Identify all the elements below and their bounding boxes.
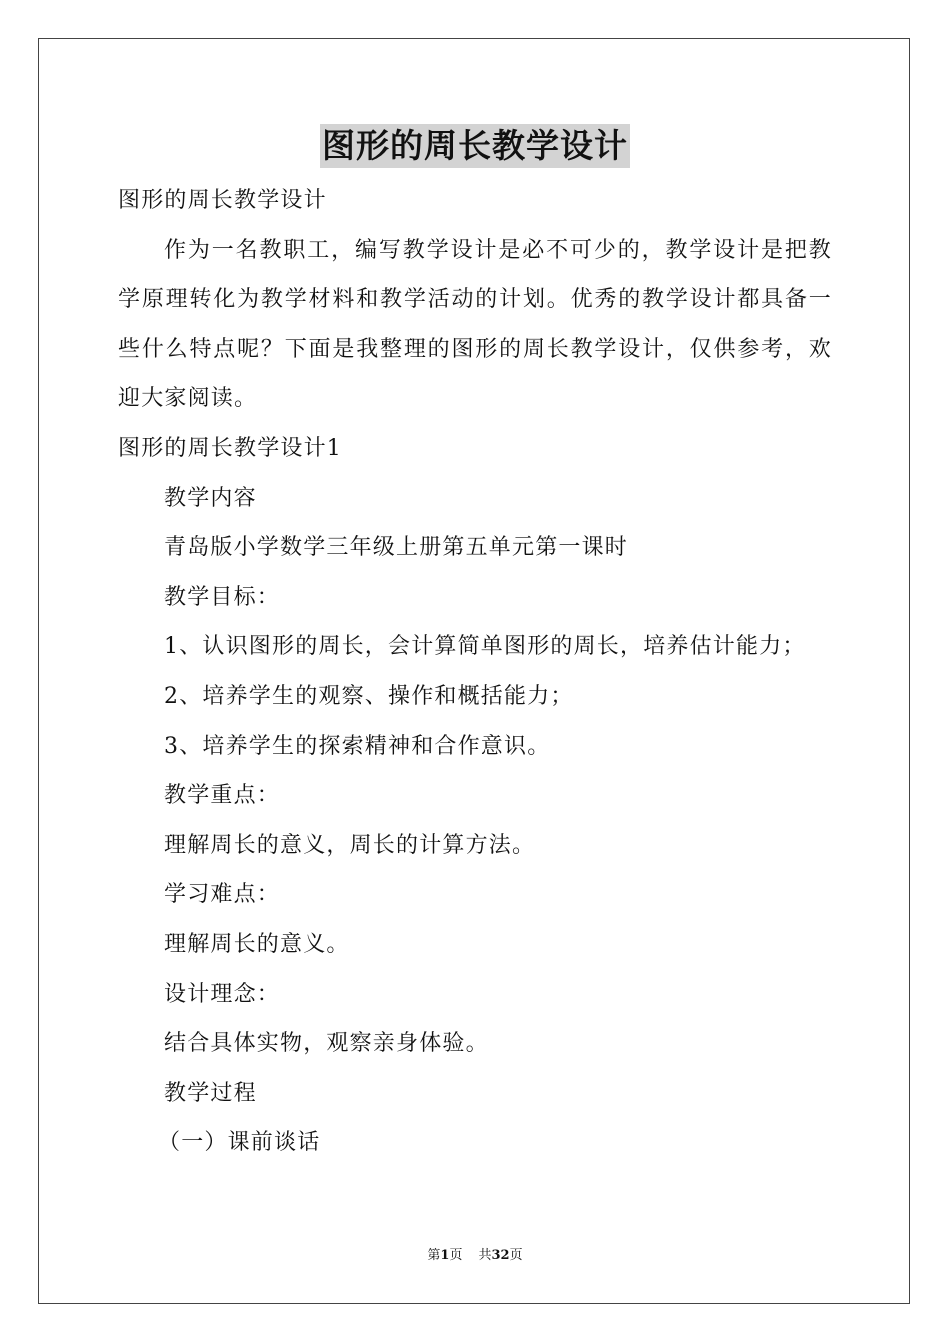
footer-total-suffix: 页 — [509, 1248, 523, 1263]
intro-paragraph: 作为一名教职工，编写教学设计是必不可少的，教学设计是把教学原理转化为教学材料和教学活动的计划。优秀的教学设计都具备一些什么特点呢？下面是我整理的图形的周长教学设计，仅供参考，欢迎大家阅读。 — [118, 237, 832, 412]
content-line: 教学重点： — [164, 783, 281, 809]
content-line: 2、培养学生的观察、操作和概括能力； — [164, 683, 574, 709]
content-line: 结合具体实物，观察亲身体验。 — [164, 1031, 489, 1057]
content-line: 理解周长的意义。 — [164, 931, 350, 957]
content-line: 教学过程 — [164, 1080, 257, 1106]
content-line: 设计理念： — [164, 981, 281, 1007]
footer-page-prefix: 第 — [427, 1248, 441, 1263]
footer-total-prefix: 共 — [478, 1248, 492, 1263]
content-line: （一）课前谈话 — [158, 1130, 321, 1156]
subtitle: 图形的周长教学设计 — [118, 188, 327, 213]
title-container — [0, 124, 950, 168]
section-heading: 图形的周长教学设计1 — [118, 435, 342, 461]
footer-total-pages: 32 — [491, 1248, 510, 1263]
content-line: 3、培养学生的探索精神和合作意识。 — [164, 733, 551, 759]
content-line: 学习难点： — [164, 882, 281, 908]
footer-page-number: 1 — [440, 1248, 450, 1263]
content-line: 1、认识图形的周长，会计算简单图形的周长，培养估计能力； — [164, 634, 806, 660]
content-line: 教学目标： — [164, 584, 281, 610]
page-footer — [0, 1247, 950, 1265]
document-body — [118, 176, 832, 1168]
content-line: 教学内容 — [164, 485, 257, 511]
document-title: 图形的周长教学设计 — [320, 124, 630, 168]
content-line: 理解周长的意义，周长的计算方法。 — [164, 832, 536, 858]
content-line: 青岛版小学数学三年级上册第五单元第一课时 — [164, 535, 629, 561]
footer-page-suffix: 页 — [449, 1248, 463, 1263]
